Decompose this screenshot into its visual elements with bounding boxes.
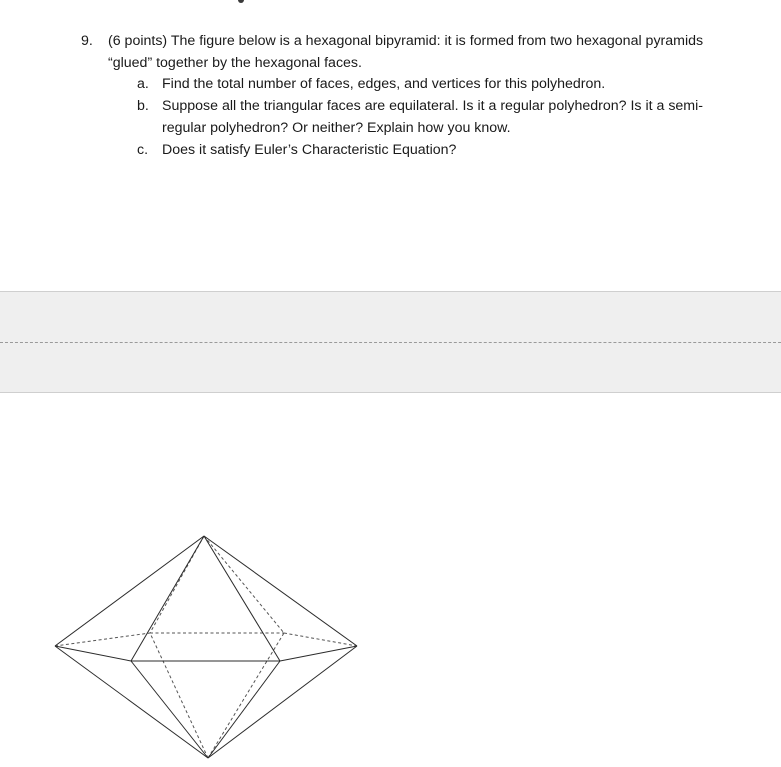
page-1 <box>0 0 781 292</box>
visible-edges <box>55 536 357 758</box>
question-text-line-1: (6 points) The figure below is a hexagonal bipyramid: it is formed from two hexagonal pyramids <box>108 33 704 49</box>
page-break-dashed-line <box>0 342 781 343</box>
part-b-text-line-1: Suppose all the triangular faces are equilateral. Is it a regular polyhedron? Is it a semi- <box>162 98 703 114</box>
part-b-label: b. <box>137 98 149 114</box>
part-a-text: Find the total number of faces, edges, and vertices for this polyhedron. <box>162 76 606 92</box>
hexagonal-bipyramid-figure <box>0 393 781 767</box>
question-text-line-2: “glued” together by the hexagonal faces. <box>108 55 362 71</box>
question-number: 9. <box>81 33 93 49</box>
visible-edge <box>131 536 204 661</box>
visible-edge <box>280 646 357 661</box>
visible-edge <box>204 536 357 646</box>
hidden-edge <box>284 633 357 646</box>
visible-edge <box>55 646 208 758</box>
part-c-text: Does it satisfy Euler’s Characteristic Equation? <box>162 142 457 158</box>
part-b-text-line-2: regular polyhedron? Or neither? Explain how you know. <box>162 120 511 136</box>
part-a-label: a. <box>137 76 149 92</box>
part-c-label: c. <box>137 142 149 158</box>
visible-edge <box>208 646 357 758</box>
hidden-edge <box>208 633 284 758</box>
visible-edge <box>55 536 204 646</box>
visible-edge <box>204 536 280 661</box>
page-break-gap <box>0 291 781 393</box>
visible-edge <box>55 646 131 661</box>
visible-edge <box>208 661 280 758</box>
page-edge-mark <box>238 0 244 3</box>
hidden-edges <box>55 536 357 758</box>
